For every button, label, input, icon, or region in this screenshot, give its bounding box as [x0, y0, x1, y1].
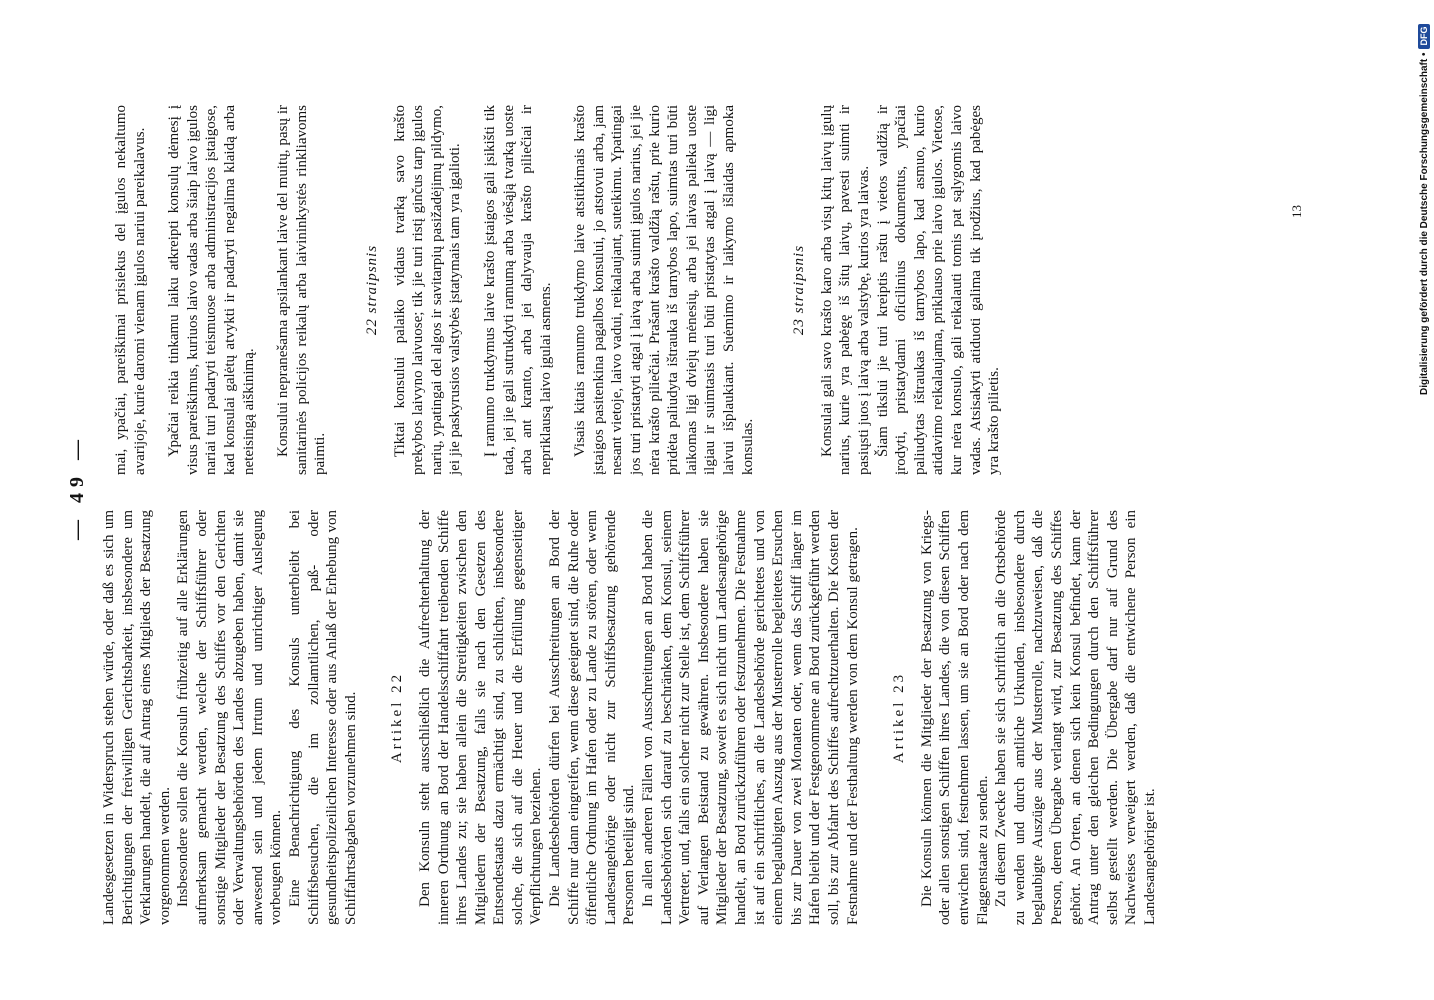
- dfg-logo: DFG: [1418, 24, 1430, 49]
- german-paragraph: Die Landesbehörden dürfen bei Ausschreitungen an Bord der Schiffe nur dann eingreifen, wenn diese geeignet sind, die Ruhe oder öffentliche Ordnung im Hafen oder zu Lande zu stören, oder wenn Landesangehörige oder nicht zur Schiffsbesatzung gehörende Personen beteiligt sind.: [547, 510, 638, 925]
- german-paragraph: Landesgesetzen in Widerspruch stehen würde, oder daß es sich um Berichtigungen der freiwilligen Gerichtsbarkeit, insbesondere um Verklarungen handelt, die auf Antrag eines Mitglieds der Besatzung vorgenommen werden.: [101, 510, 173, 925]
- german-column: [100, 510, 1159, 925]
- lithuanian-paragraph: Visais kitais ramumo trukdymo laive atsitikimais krašto įstaigos pasitenkina pagalbos konsului, jo atstovui arba, jam nesant vietoje, laivo vadui, reikalaujant, suteikimu. Ypatingai jos turi pristatyti atgal į laivą arba suimti įgulos narius, jei jie nėra krašto piliečiai. Prašant krašto valdžią raštu, prie kurio pridėta paliudyta ištrauka iš tarnybos lapo, suimtas turi būti laikomas ligi dviejų mėnesių, arba jei laivas palieka uoste ilgiau ir suimtasis turi būti pristatytas atgal į laivą — ligi laivui išplaukiant. Suėmimo ir laikymo išlaidas apmoka konsulas.: [572, 105, 756, 475]
- lithuanian-article-heading: 22 straipsnis: [363, 244, 380, 336]
- digitization-note: [1418, 24, 1430, 395]
- lithuanian-paragraph: mai, ypačiai, pareiškimai prisiekus del įgulos nekaltumo avarijoje, kurie daromi vienam įgulos nariui pareikalavus.: [113, 105, 148, 475]
- lithuanian-column: [112, 105, 1004, 475]
- lithuanian-paragraph: Konsulai gali savo krašto karo arba visų kitų laivų įgulų narius, kurie yra pabėgę iš šitų laivų, pavesti suimti ir pasiųsti juos į laivą arba valstybę, kurios yra laivas.: [818, 105, 872, 475]
- german-paragraph: In allen anderen Fällen von Ausschreitungen an Bord haben die Landesbehörden sich darauf zu beschränken, dem Konsul, seinem Vertreter, und, falls ein solcher nicht zur Stelle ist, dem Schiffsführer auf Verlangen Beistand zu gewähren. Insbesondere haben sie Mitglieder der Besatzung, soweit es sich nicht um Landesangehörige handelt, an Bord zurückzuführen oder festzunehmen. Die Festnahme ist auf ein schriftliches, an die Landesbehörde gerichtetes und von einem beglaubigten Auszug aus der Musterrolle begleitetes Ersuchen bis zur Dauer von zwei Monaten oder, wenn das Schiff länger im Hafen bleibt und der Festgenommene an Bord zurückgeführt werden soll, bis zur Abfahrt des Schiffes aufrechtzuerhalten. Die Kosten der Festnahme und der Festhaltung werden von dem Konsul getragen.: [640, 510, 861, 925]
- lithuanian-paragraph: Konsului nepranešama apsilankant laive del muitų, pasų ir sanitarinės policijos reikalų arba laivininkystės rinkliavoms paimti.: [275, 105, 329, 475]
- german-paragraph: Die Konsuln können die Mitglieder der Besatzung von Kriegs- oder allen sonstigen Schiffen ihres Landes, die von diesen Schiffen entwichen sind, festnehmen lassen, um sie an Bord oder nach dem Flaggenstaate zu senden.: [918, 510, 991, 925]
- lithuanian-paragraph: Ypačiai reikia tinkamu laiku atkreipti konsulų dėmesį į visus pareiškimus, kuriuos laivo vadas arba šiaip laivo įgulos nariai turi padaryti teismuose arba administracijos įstaigose, kad konsulai galėtų atvykti ir padaryti negalima klaidą arba neteisingą aiškinimą.: [166, 105, 257, 475]
- lithuanian-paragraph: Tiktai konsului palaiko vidaus tvarką savo krašto prekybos laivyno laivuose; tik jie turi ristį ginčus tarp įgulos narių, ypatingai del algos ir savitarpių pasižadėjimų pildymo, jei jie paskyrusios valstybės įstatymais tam yra įgalioti.: [391, 105, 464, 475]
- german-article-heading: Artikel 22: [389, 671, 406, 764]
- german-paragraph: Den Konsuln steht ausschließlich die Aufrechterhaltung der inneren Ordnung an Bord der Handelsschiffahrt treibenden Schiffe ihres Landes zu; sie haben allein die Streitigkeiten zwischen den Mitgliedern der Besatzung, falls sie nach den Gesetzen des Entsendestaats dazu ermächtigt sind, zu schlichten, insbesondere solche, die sich auf die Heuer und die Erfüllung gegenseitiger Verpflichtungen beziehen.: [416, 510, 545, 925]
- digitization-text: Digitalisierung gefördert durch die Deutsche Forschungsgemeinschaft •: [1418, 52, 1430, 395]
- page-number: — 49 —: [66, 434, 88, 540]
- german-paragraph: Zu diesem Zwecke haben sie sich schriftlich an die Ortsbehörde zu wenden und durch amtliche Urkunden, insbesondere durch beglaubigte Auszüge aus der Musterrolle, nachzuweisen, daß die Person, deren Übergabe verlangt wird, zur Besatzung des Schiffes gehört. An Orten, an denen sich kein Konsul befindet, kann der Antrag unter den gleichen Bedingungen durch den Schiffsführer selbst gestellt werden. Die Übergabe darf nur auf Grund des Nachweises verweigert werden, daß die entwichene Person ein Landesangehöriger ist.: [993, 510, 1158, 925]
- lithuanian-article-heading: 23 straipsnis: [791, 244, 808, 336]
- german-article-heading: Artikel 23: [891, 671, 908, 764]
- lithuanian-paragraph: Į ramumo trukdymus laive krašto įstaigos gali įsikišti tik tada, jei jie gali sutrukdyti ramumą arba viešąją tvarką uoste arba ant kranto, arba jei dalyvauja krašto piliečiai ir nepriklausą laivo įgulai asmens.: [481, 105, 554, 475]
- german-paragraph: Insbesondere sollen die Konsuln frühzeitig auf alle Erklärungen aufmerksam gemacht werden, welche der Schiffsführer oder sonstige Mitglieder der Besatzung des Schiffes vor den Gerichten oder Verwaltungsbehörden des Landes abzugeben haben, damit sie anwesend sein und jedem Irrtum und unrichtiger Auslegung vorbeugen können.: [175, 510, 285, 925]
- lithuanian-paragraph: Šiam tikslui jie turi kreiptis raštu į vietos valdžią ir įrodyti, pristatydami oficilinius dokumentus, ypačiai paliudytas ištraukas iš tarnybos lapo, kad asmuo, kurio atidavimo reikalaujama, priklauso prie laivo įgulos. Vietose, kur nėra konsulo, gali reikalauti tomis pat sąlygomis laivo vadas. Atsisakyti atiduoti galima tik įrodžius, kad pabėges yra krašto pilietis.: [874, 105, 1003, 475]
- footer-page-number: 13: [1289, 205, 1304, 218]
- german-paragraph: Eine Benachrichtigung des Konsuls unterbleibt bei Schiffsbesuchen, die im zollamtlichen, paß- oder gesundheitspolizeilichen Interesse oder aus Anlaß der Erhebung von Schiffahrtsabgaben vorzunehmen sind.: [286, 510, 359, 925]
